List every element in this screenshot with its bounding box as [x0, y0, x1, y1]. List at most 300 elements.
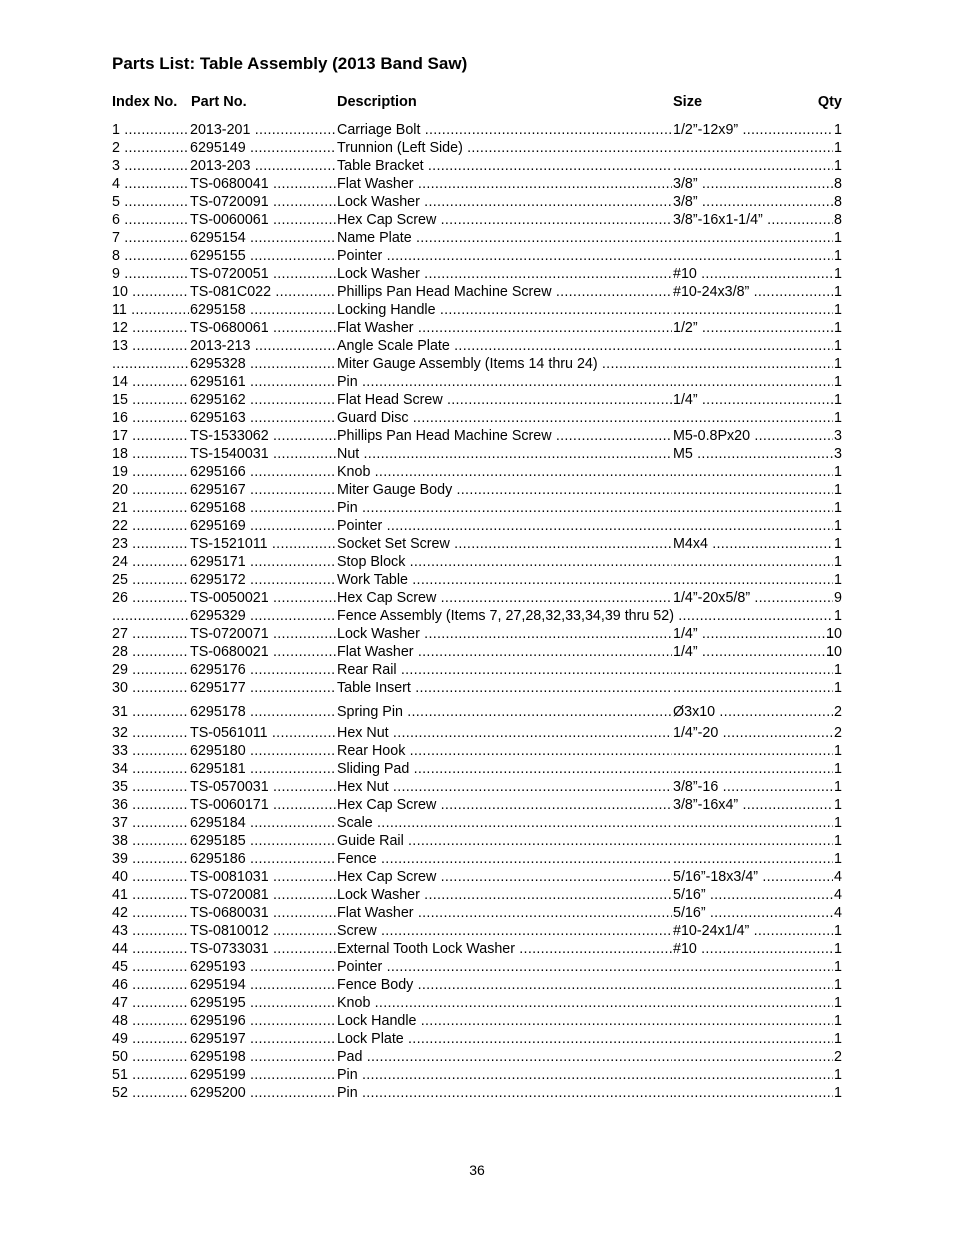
index-cell: [112, 643, 189, 661]
table-row: [112, 679, 842, 697]
description-cell: [337, 904, 672, 922]
index-cell: [112, 778, 189, 796]
size-cell-text: M4x4: [673, 536, 708, 552]
qty-cell: 1: [834, 1067, 842, 1083]
part-number-cell: [190, 283, 336, 301]
index-cell-text: 23: [112, 536, 128, 552]
table-row: [112, 391, 842, 409]
part-number-cell-text: 6295178: [190, 704, 246, 720]
description-cell-text: Angle Scale Plate: [337, 338, 450, 354]
description-cell: [337, 994, 672, 1012]
part-number-cell: [190, 319, 336, 337]
part-number-cell: [190, 301, 336, 319]
size-cell: [673, 850, 833, 868]
index-cell-text: 8: [112, 248, 120, 264]
index-cell: [112, 922, 189, 940]
description-cell: [337, 922, 672, 940]
index-cell: [112, 517, 189, 535]
description-cell: [337, 445, 672, 463]
part-number-cell: [190, 1048, 336, 1066]
size-cell: [673, 724, 833, 742]
page-number: 36: [469, 1162, 485, 1178]
index-cell: [112, 679, 189, 697]
size-cell-text: 1/4”: [673, 626, 698, 642]
qty-cell: 3: [834, 446, 842, 462]
description-cell: [337, 373, 672, 391]
description-cell-text: Pointer: [337, 959, 383, 975]
description-cell-text: Fence: [337, 851, 377, 867]
column-header-index: Index No.: [112, 94, 178, 110]
table-row: [112, 445, 842, 463]
index-cell: [112, 814, 189, 832]
size-cell: [673, 391, 833, 409]
index-cell-text: 6: [112, 212, 120, 228]
part-number-cell: [190, 940, 336, 958]
index-cell: [112, 463, 189, 481]
table-row: [112, 139, 842, 157]
qty-cell: 1: [834, 266, 842, 282]
description-cell-text: Lock Washer: [337, 626, 420, 642]
description-cell: [337, 499, 672, 517]
size-cell: [673, 517, 833, 535]
description-cell: [337, 139, 672, 157]
part-number-cell-text: 6295158: [190, 302, 246, 318]
table-row: [112, 355, 842, 373]
table-row: [112, 157, 842, 175]
description-cell: [337, 1084, 672, 1102]
index-cell-text: 27: [112, 626, 128, 642]
description-cell: [337, 742, 672, 760]
description-cell-text: Guide Rail: [337, 833, 404, 849]
part-number-cell: [190, 355, 336, 373]
part-number-cell-text: 6295186: [190, 851, 246, 867]
index-cell: [112, 445, 189, 463]
size-cell-text: 5/16”-18x3/4”: [673, 869, 759, 885]
index-cell-text: 30: [112, 680, 128, 696]
description-cell-text: Rear Rail: [337, 662, 397, 678]
index-cell-text: 43: [112, 923, 128, 939]
description-cell: [337, 760, 672, 778]
part-number-cell: [190, 625, 336, 643]
description-cell-text: Phillips Pan Head Machine Screw: [337, 284, 552, 300]
description-cell: [337, 319, 672, 337]
index-cell-text: 10: [112, 284, 128, 300]
index-cell: [112, 229, 189, 247]
description-cell: [337, 643, 672, 661]
size-cell-text: 5/16”: [673, 905, 706, 921]
size-cell: [673, 319, 833, 337]
qty-cell: 1: [834, 995, 842, 1011]
index-cell: [112, 337, 189, 355]
part-number-cell: [190, 481, 336, 499]
index-cell-text: 41: [112, 887, 128, 903]
table-row: [112, 301, 842, 319]
size-cell-text: 5/16”: [673, 887, 706, 903]
part-number-cell: [190, 571, 336, 589]
size-cell: [673, 445, 833, 463]
description-cell: [337, 976, 672, 994]
description-cell: [337, 796, 672, 814]
size-cell: [673, 229, 833, 247]
part-number-cell: [190, 265, 336, 283]
qty-cell: 1: [834, 959, 842, 975]
description-cell: [337, 940, 672, 958]
table-row: [112, 481, 842, 499]
description-cell-text: Work Table: [337, 572, 408, 588]
index-cell: [112, 175, 189, 193]
index-cell-text: 19: [112, 464, 128, 480]
index-cell-text: 32: [112, 725, 128, 741]
index-cell-text: 28: [112, 644, 128, 660]
index-cell: [112, 301, 189, 319]
description-cell: [337, 850, 672, 868]
part-number-cell-text: TS-0810012: [190, 923, 269, 939]
table-row: [112, 958, 842, 976]
index-cell: [112, 553, 189, 571]
description-cell-text: Fence Body: [337, 977, 414, 993]
part-number-cell-text: 6295162: [190, 392, 246, 408]
index-cell-text: 46: [112, 977, 128, 993]
qty-cell: 1: [834, 464, 842, 480]
index-cell-text: 45: [112, 959, 128, 975]
description-cell-text: Nut: [337, 446, 360, 462]
description-cell-text: External Tooth Lock Washer: [337, 941, 516, 957]
part-number-cell: [190, 337, 336, 355]
qty-cell: 1: [834, 923, 842, 939]
description-cell-text: Flat Washer: [337, 320, 414, 336]
description-cell-text: Lock Washer: [337, 266, 420, 282]
index-cell-text: 16: [112, 410, 128, 426]
description-cell-text: Hex Cap Screw: [337, 212, 437, 228]
size-cell: [673, 814, 833, 832]
size-cell: [673, 535, 833, 553]
qty-cell: 1: [834, 518, 842, 534]
index-cell: [112, 850, 189, 868]
table-row: [112, 265, 842, 283]
table-row: [112, 643, 842, 661]
size-cell: [673, 139, 833, 157]
part-number-cell: [190, 157, 336, 175]
table-row: [112, 463, 842, 481]
index-cell-text: 7: [112, 230, 120, 246]
size-cell-text: 1/2”-12x9”: [673, 122, 739, 138]
description-cell: [337, 1012, 672, 1030]
part-number-cell: [190, 760, 336, 778]
part-number-cell: [190, 463, 336, 481]
size-cell-text: Ø3x10: [673, 704, 716, 720]
size-cell: [673, 661, 833, 679]
index-cell-text: 26: [112, 590, 128, 606]
part-number-cell: [190, 517, 336, 535]
description-cell: [337, 1030, 672, 1048]
part-number-cell-text: TS-0720071: [190, 626, 269, 642]
part-number-cell-text: 6295194: [190, 977, 246, 993]
part-number-cell: [190, 796, 336, 814]
table-row: [112, 742, 842, 760]
description-cell: [337, 175, 672, 193]
size-cell: [673, 1066, 833, 1084]
part-number-cell-text: TS-0060061: [190, 212, 269, 228]
table-row: [112, 373, 842, 391]
table-row: [112, 994, 842, 1012]
table-row: [112, 535, 842, 553]
part-number-cell-text: 6295166: [190, 464, 246, 480]
qty-cell: 1: [834, 1031, 842, 1047]
part-number-cell-text: TS-1521011: [190, 536, 268, 552]
index-cell: [112, 355, 189, 373]
qty-cell: 2: [834, 704, 842, 720]
description-cell: [337, 427, 672, 445]
description-cell-text: Pointer: [337, 518, 383, 534]
table-row: [112, 778, 842, 796]
size-cell-text: 1/4”: [673, 392, 698, 408]
part-number-cell-text: 6295176: [190, 662, 246, 678]
part-number-cell: [190, 553, 336, 571]
part-number-cell-text: 6295154: [190, 230, 246, 246]
size-cell: [673, 742, 833, 760]
qty-cell: 1: [834, 797, 842, 813]
size-cell: [673, 976, 833, 994]
description-cell-text: Knob: [337, 464, 371, 480]
table-row: [112, 211, 842, 229]
qty-cell: 8: [834, 212, 842, 228]
description-cell-text: Pointer: [337, 248, 383, 264]
index-cell-text: 31: [112, 704, 128, 720]
index-cell: [112, 247, 189, 265]
part-number-cell: [190, 814, 336, 832]
part-number-cell: [190, 193, 336, 211]
table-row: [112, 661, 842, 679]
qty-cell: 4: [834, 887, 842, 903]
index-cell: [112, 1048, 189, 1066]
qty-cell: 8: [834, 194, 842, 210]
size-cell-text: M5: [673, 446, 693, 462]
description-cell-text: Trunnion (Left Side): [337, 140, 463, 156]
size-cell: [673, 1012, 833, 1030]
part-number-cell: [190, 643, 336, 661]
index-cell: [112, 211, 189, 229]
qty-cell: 1: [834, 482, 842, 498]
qty-cell: 1: [834, 1013, 842, 1029]
index-cell-text: 18: [112, 446, 128, 462]
index-cell: [112, 571, 189, 589]
index-cell-text: 21: [112, 500, 128, 516]
index-cell: [112, 139, 189, 157]
description-cell-text: Lock Washer: [337, 194, 420, 210]
index-cell-text: 51: [112, 1067, 128, 1083]
qty-cell: 1: [834, 833, 842, 849]
size-cell: [673, 337, 833, 355]
table-row: [112, 976, 842, 994]
qty-cell: 10: [826, 626, 842, 642]
description-cell-text: Lock Handle: [337, 1013, 417, 1029]
part-number-cell-text: 6295171: [190, 554, 246, 570]
index-cell: [112, 832, 189, 850]
part-number-cell-text: 2013-203: [190, 158, 251, 174]
index-cell-text: 5: [112, 194, 120, 210]
size-cell: [673, 940, 833, 958]
description-cell-text: Pin: [337, 374, 358, 390]
description-cell: [337, 1066, 672, 1084]
description-cell-text: Pad: [337, 1049, 363, 1065]
index-cell: [112, 283, 189, 301]
size-cell: [673, 157, 833, 175]
part-number-cell-text: 6295172: [190, 572, 246, 588]
index-cell: [112, 499, 189, 517]
description-cell-text: Socket Set Screw: [337, 536, 450, 552]
part-number-cell-text: TS-1533062: [190, 428, 269, 444]
index-cell-text: 15: [112, 392, 128, 408]
qty-cell: 1: [834, 662, 842, 678]
index-cell: [112, 976, 189, 994]
description-cell: [337, 247, 672, 265]
qty-cell: 1: [834, 761, 842, 777]
part-number-cell-text: TS-0561011: [190, 725, 268, 741]
index-cell: [112, 760, 189, 778]
size-cell: [673, 796, 833, 814]
table-row: [112, 703, 842, 721]
description-cell: [337, 886, 672, 904]
part-number-cell: [190, 922, 336, 940]
part-number-cell-text: 6295161: [190, 374, 246, 390]
index-cell-text: 36: [112, 797, 128, 813]
table-row: [112, 319, 842, 337]
table-row: [112, 724, 842, 742]
part-number-cell-text: 6295195: [190, 995, 246, 1011]
part-number-cell-text: 6295197: [190, 1031, 246, 1047]
size-cell: [673, 778, 833, 796]
part-number-cell-text: TS-0680041: [190, 176, 269, 192]
size-cell: [673, 175, 833, 193]
part-number-cell-text: 2013-213: [190, 338, 251, 354]
table-row: [112, 427, 842, 445]
size-cell-text: 3/8”: [673, 194, 698, 210]
index-cell: [112, 886, 189, 904]
size-cell: [673, 868, 833, 886]
description-cell-text: Scale: [337, 815, 373, 831]
description-cell-text: Miter Gauge Body: [337, 482, 453, 498]
description-cell: [337, 265, 672, 283]
part-number-cell: [190, 832, 336, 850]
size-cell: [673, 553, 833, 571]
description-cell-text: Flat Washer: [337, 905, 414, 921]
part-number-cell: [190, 427, 336, 445]
part-number-cell: [190, 742, 336, 760]
description-cell-text: Hex Cap Screw: [337, 797, 437, 813]
table-row: [112, 517, 842, 535]
table-row: [112, 868, 842, 886]
index-cell-text: 40: [112, 869, 128, 885]
parts-table: [112, 121, 842, 1102]
size-cell: [673, 679, 833, 697]
index-cell: [112, 1084, 189, 1102]
description-cell-text: Guard Disc: [337, 410, 409, 426]
index-cell-text: 3: [112, 158, 120, 174]
size-cell-text: #10-24x1/4”: [673, 923, 750, 939]
index-cell-text: 22: [112, 518, 128, 534]
part-number-cell: [190, 904, 336, 922]
part-number-cell: [190, 703, 336, 721]
qty-cell: 1: [834, 158, 842, 174]
description-cell-text: Locking Handle: [337, 302, 436, 318]
description-cell-text: Screw: [337, 923, 377, 939]
qty-cell: 1: [834, 320, 842, 336]
part-number-cell: [190, 607, 336, 625]
description-cell: [337, 229, 672, 247]
page-title: Parts List: Table Assembly (2013 Band Saw): [112, 54, 468, 73]
index-cell: [112, 1012, 189, 1030]
part-number-cell-text: 6295155: [190, 248, 246, 264]
part-number-cell: [190, 175, 336, 193]
qty-cell: 1: [834, 743, 842, 759]
qty-cell: 1: [834, 302, 842, 318]
description-cell: [337, 193, 672, 211]
size-cell: [673, 832, 833, 850]
qty-cell: 1: [834, 680, 842, 696]
description-cell: [337, 571, 672, 589]
part-number-cell: [190, 121, 336, 139]
part-number-cell: [190, 445, 336, 463]
description-cell: [337, 724, 672, 742]
description-cell-text: Name Plate: [337, 230, 412, 246]
part-number-cell: [190, 1012, 336, 1030]
description-cell: [337, 607, 833, 625]
part-number-cell-text: 6295184: [190, 815, 246, 831]
qty-cell: 3: [834, 428, 842, 444]
description-cell-text: Lock Plate: [337, 1031, 404, 1047]
part-number-cell-text: 6295168: [190, 500, 246, 516]
description-cell: [337, 679, 672, 697]
index-cell: [112, 868, 189, 886]
part-number-cell-text: 6295200: [190, 1085, 246, 1101]
table-row: [112, 1012, 842, 1030]
part-number-cell-text: 6295198: [190, 1049, 246, 1065]
size-cell-text: 1/4”-20x5/8”: [673, 590, 751, 606]
index-cell: [112, 904, 189, 922]
qty-cell: 1: [834, 248, 842, 264]
qty-cell: 1: [834, 338, 842, 354]
description-cell: [337, 958, 672, 976]
description-cell: [337, 814, 672, 832]
index-cell-text: 11: [112, 302, 127, 318]
qty-cell: 1: [834, 779, 842, 795]
part-number-cell-text: 2013-201: [190, 122, 251, 138]
description-cell: [337, 301, 672, 319]
description-cell: [337, 409, 672, 427]
size-cell-text: 1/4”: [673, 644, 698, 660]
table-row: [112, 589, 842, 607]
description-cell: [337, 121, 672, 139]
qty-cell: 1: [834, 374, 842, 390]
table-row: [112, 409, 842, 427]
description-cell: [337, 517, 672, 535]
description-cell: [337, 283, 672, 301]
description-cell: [337, 481, 672, 499]
description-cell-text: Hex Nut: [337, 779, 389, 795]
index-cell: [112, 940, 189, 958]
table-row: [112, 1084, 842, 1102]
description-cell-text: Pin: [337, 1085, 358, 1101]
part-number-cell: [190, 391, 336, 409]
index-cell: [112, 607, 189, 625]
size-cell: [673, 625, 833, 643]
part-number-cell: [190, 373, 336, 391]
part-number-cell-text: 6295196: [190, 1013, 246, 1029]
table-row: [112, 247, 842, 265]
description-cell-text: Hex Cap Screw: [337, 590, 437, 606]
index-cell-text: 13: [112, 338, 128, 354]
part-number-cell: [190, 589, 336, 607]
